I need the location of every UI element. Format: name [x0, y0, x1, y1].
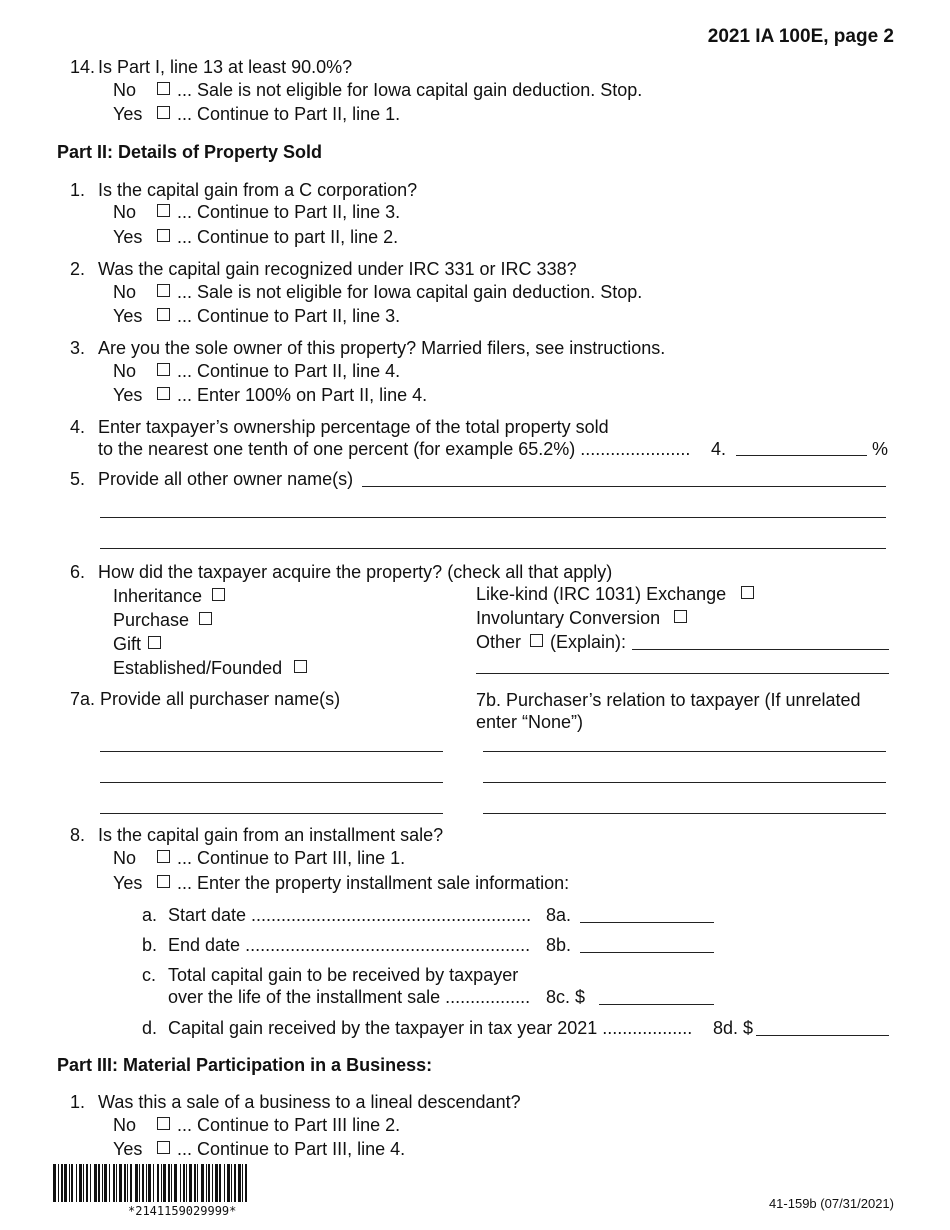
opt-involuntary-label: Involuntary Conversion: [476, 608, 661, 628]
p2q7a-label: 7a. Provide all purchaser name(s): [70, 689, 341, 709]
opt-established-label: Established/Founded: [113, 658, 283, 678]
ownership-percent-input[interactable]: [736, 455, 867, 456]
q14-yes-checkbox[interactable]: [157, 106, 170, 119]
opt-likekind-label: Like-kind (IRC 1031) Exchange: [476, 584, 727, 604]
opt-gift-label: Gift: [113, 634, 142, 654]
q14-question: Is Part I, line 13 at least 90.0%?: [98, 57, 353, 77]
start-date-input[interactable]: [580, 922, 714, 923]
p2q2-no-checkbox[interactable]: [157, 284, 170, 297]
p2q8-yes-checkbox[interactable]: [157, 875, 170, 888]
p2q8b-letter: b.: [142, 935, 158, 955]
p2q8a-letter: a.: [142, 905, 158, 925]
purchaser-name-input-3[interactable]: [100, 813, 443, 814]
barcode-text: *2141159029999*: [128, 1204, 237, 1218]
p2q8-no-checkbox[interactable]: [157, 850, 170, 863]
purchaser-relation-input-2[interactable]: [483, 782, 886, 783]
opt-other-checkbox[interactable]: [530, 634, 543, 647]
opt-established-checkbox[interactable]: [294, 660, 307, 673]
other-owner-input-3[interactable]: [100, 548, 886, 549]
purchaser-relation-input-3[interactable]: [483, 813, 886, 814]
p2q2-yes-label: Yes: [113, 306, 143, 326]
p2q1-yes-checkbox[interactable]: [157, 229, 170, 242]
p3q1-number: 1.: [70, 1092, 86, 1112]
p3q1-question: Was this a sale of a business to a lineal descendant?: [98, 1092, 521, 1112]
q14-no-label: No: [113, 80, 137, 100]
p2q2-no-label: No: [113, 282, 137, 302]
p2q8a-ref: 8a.: [546, 905, 572, 925]
p2q8b-ref: 8b.: [546, 935, 572, 955]
q14-yes-text: ... Continue to Part II, line 1.: [177, 104, 401, 124]
other-explain-input-1[interactable]: [632, 649, 889, 650]
p2q8d-ref: 8d. $: [713, 1018, 754, 1038]
p2q7b-line1: 7b. Purchaser’s relation to taxpayer (If unrelated: [476, 690, 861, 710]
p2q2-yes-text: ... Continue to Part II, line 3.: [177, 306, 401, 326]
p2q3-number: 3.: [70, 338, 86, 358]
p2q8c-line2: over the life of the installment sale .................: [168, 987, 531, 1007]
p2q1-no-checkbox[interactable]: [157, 204, 170, 217]
p2q2-question: Was the capital gain recognized under IRC 331 or IRC 338?: [98, 259, 577, 279]
part2-heading: Part II: Details of Property Sold: [57, 142, 323, 162]
p2q1-yes-text: ... Continue to part II, line 2.: [177, 227, 399, 247]
opt-purchase-label: Purchase: [113, 610, 190, 630]
purchaser-name-input-1[interactable]: [100, 751, 443, 752]
p2q8a-label: Start date ........................................................: [168, 905, 532, 925]
other-owner-input-2[interactable]: [100, 517, 886, 518]
p2q3-no-text: ... Continue to Part II, line 4.: [177, 361, 401, 381]
p3q1-no-text: ... Continue to Part III line 2.: [177, 1115, 401, 1135]
p2q1-no-label: No: [113, 202, 137, 222]
q14-no-checkbox[interactable]: [157, 82, 170, 95]
p2q1-number: 1.: [70, 180, 86, 200]
opt-involuntary-checkbox[interactable]: [674, 610, 687, 623]
opt-purchase-checkbox[interactable]: [199, 612, 212, 625]
other-owner-input-1[interactable]: [362, 486, 886, 487]
p2q8c-line1: Total capital gain to be received by taxpayer: [168, 965, 519, 985]
opt-other-label: Other: [476, 632, 522, 652]
q14-no-text: ... Sale is not eligible for Iowa capital gain deduction. Stop.: [177, 80, 643, 100]
p2q6-question: How did the taxpayer acquire the property? (check all that apply): [98, 562, 613, 582]
p2q4-line1: Enter taxpayer’s ownership percentage of the total property sold: [98, 417, 609, 437]
opt-likekind-checkbox[interactable]: [741, 586, 754, 599]
p2q8c-letter: c.: [142, 965, 157, 985]
p2q2-yes-checkbox[interactable]: [157, 308, 170, 321]
end-date-input[interactable]: [580, 952, 714, 953]
q14-number: 14.: [70, 57, 96, 77]
p2q8-no-label: No: [113, 848, 137, 868]
opt-other-explain: (Explain):: [550, 632, 627, 652]
p3q1-yes-checkbox[interactable]: [157, 1141, 170, 1154]
p2q6-number: 6.: [70, 562, 86, 582]
p2q8-no-text: ... Continue to Part III, line 1.: [177, 848, 406, 868]
p3q1-yes-label: Yes: [113, 1139, 143, 1159]
opt-inheritance-checkbox[interactable]: [212, 588, 225, 601]
p2q3-no-label: No: [113, 361, 137, 381]
p2q4-line2: to the nearest one tenth of one percent (for example 65.2%) ......................: [98, 439, 691, 459]
p2q2-number: 2.: [70, 259, 86, 279]
p2q5-number: 5.: [70, 469, 86, 489]
p2q8-yes-label: Yes: [113, 873, 143, 893]
p2q8b-label: End date .........................................................: [168, 935, 531, 955]
p3q1-no-label: No: [113, 1115, 137, 1135]
p2q8-yes-text: ... Enter the property installment sale information:: [177, 873, 570, 893]
p2q3-question: Are you the sole owner of this property? Married filers, see instructions.: [98, 338, 666, 358]
p2q8-question: Is the capital gain from an installment sale?: [98, 825, 444, 845]
purchaser-name-input-2[interactable]: [100, 782, 443, 783]
p2q4-ref: 4.: [711, 439, 727, 459]
p2q8d-label: Capital gain received by the taxpayer in tax year 2021 ..................: [168, 1018, 693, 1038]
opt-gift-checkbox[interactable]: [148, 636, 161, 649]
total-gain-input[interactable]: [599, 1004, 714, 1005]
page-title: 2021 IA 100E, page 2: [707, 26, 894, 47]
p2q3-yes-label: Yes: [113, 385, 143, 405]
p2q2-no-text: ... Sale is not eligible for Iowa capital gain deduction. Stop.: [177, 282, 643, 302]
p2q1-question: Is the capital gain from a C corporation?: [98, 180, 418, 200]
q14-yes-label: Yes: [113, 104, 143, 124]
p2q8c-ref: 8c. $: [546, 987, 586, 1007]
p2q5-label: Provide all other owner name(s): [98, 469, 354, 489]
p3q1-no-checkbox[interactable]: [157, 1117, 170, 1130]
purchaser-relation-input-1[interactable]: [483, 751, 886, 752]
p2q8d-letter: d.: [142, 1018, 158, 1038]
p2q7b-line2: enter “None”): [476, 712, 584, 732]
barcode: [53, 1164, 247, 1202]
p2q4-number: 4.: [70, 417, 86, 437]
form-id: 41-159b (07/31/2021): [768, 1196, 894, 1211]
p2q3-yes-text: ... Enter 100% on Part II, line 4.: [177, 385, 428, 405]
p3q1-yes-text: ... Continue to Part III, line 4.: [177, 1139, 406, 1159]
other-explain-input-2[interactable]: [476, 673, 889, 674]
p2q8-number: 8.: [70, 825, 86, 845]
p2q4-unit: %: [872, 439, 889, 459]
p2q3-no-checkbox[interactable]: [157, 363, 170, 376]
gain-2021-input[interactable]: [756, 1035, 889, 1036]
p2q1-no-text: ... Continue to Part II, line 3.: [177, 202, 401, 222]
part3-heading: Part III: Material Participation in a Business:: [57, 1055, 433, 1075]
p2q3-yes-checkbox[interactable]: [157, 387, 170, 400]
opt-inheritance-label: Inheritance: [113, 586, 203, 606]
p2q1-yes-label: Yes: [113, 227, 143, 247]
